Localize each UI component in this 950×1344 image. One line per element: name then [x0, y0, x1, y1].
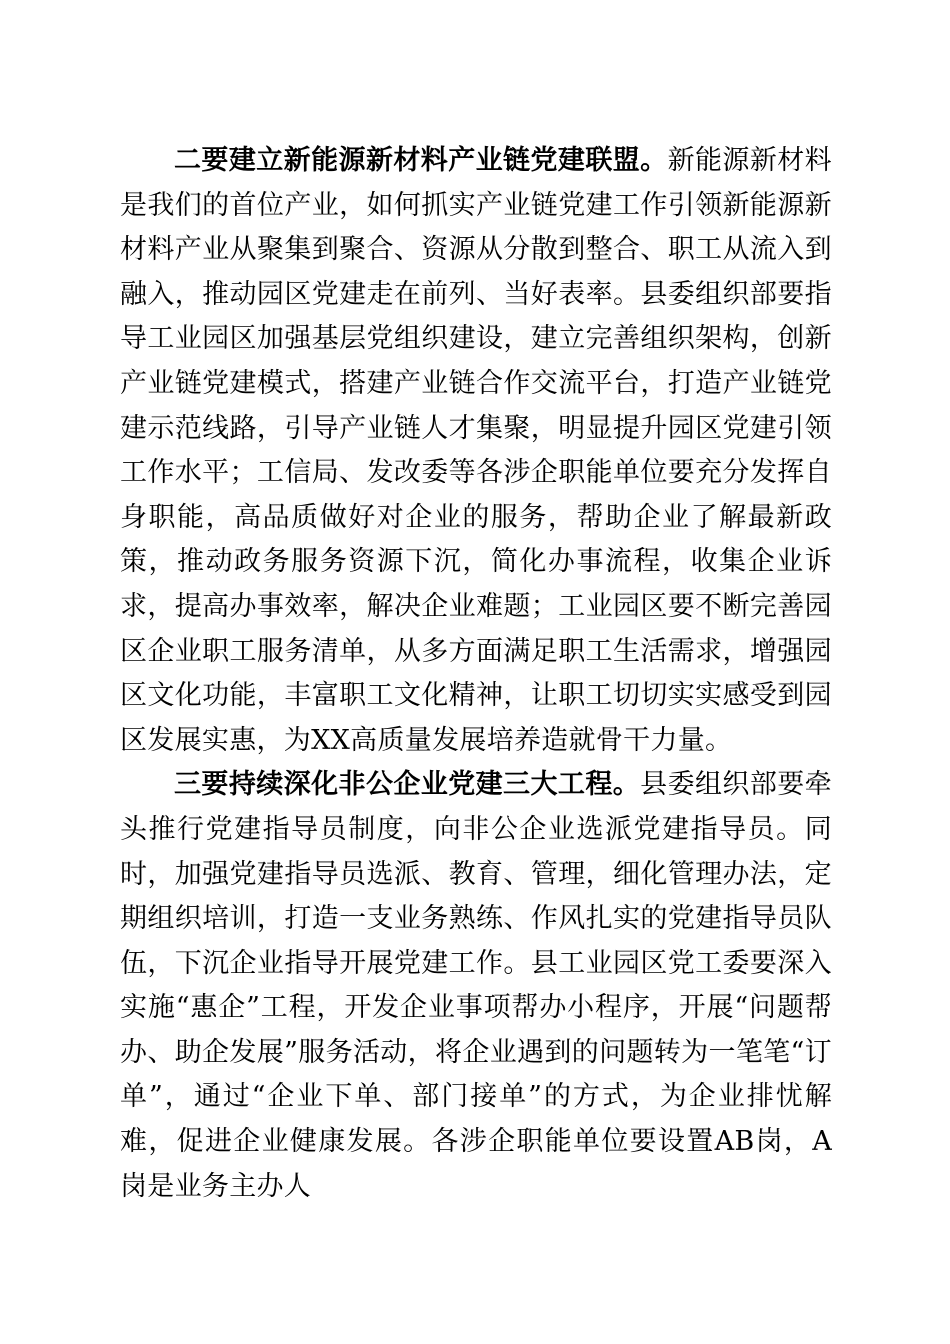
paragraph-heading: 二要建立新能源新材料产业链党建联盟。: [174, 145, 668, 176]
document-page: [120, 139, 832, 1209]
paragraph-non-public-enterprise: [120, 763, 832, 1209]
paragraph-heading: 三要持续深化非公企业党建三大工程。: [174, 769, 641, 801]
paragraph-industry-chain-alliance: [120, 139, 832, 763]
paragraph-body: 县委组织部要牵头推行党建指导员制度，向非公企业选派党建指导员。同时，加强党建指导员选派、教育、管理，细化管理办法，定期组织培训，打造一支业务熟练、作风扎实的党建指导员队伍，下沉企业指导开展党建工作。县工业园区党工委要深入实施“惠企”工程，开发企业事项帮办小程序，开展“问题帮办、助企发展”服务活动，将企业遇到的问题转为一笔笔“订单”，通过“企业下单、部门接单”的方式，为企业排忧解难，促进企业健康发展。各涉企职能单位要设置AB岗，A岗是业务主办人: [120, 769, 832, 1202]
paragraph-body: 新能源新材料是我们的首位产业，如何抓实产业链党建工作引领新能源新材料产业从聚集到聚合、资源从分散到整合、职工从流入到融入，推动园区党建走在前列、当好表率。县委组织部要指导工业园区加强基层党组织建设，建立完善组织架构，创新产业链党建模式，搭建产业链合作交流平台，打造产业链党建示范线路，引导产业链人才集聚，明显提升园区党建引领工作水平；工信局、发改委等各涉企职能单位要充分发挥自身职能，高品质做好对企业的服务，帮助企业了解最新政策，推动政务服务资源下沉，简化办事流程，收集企业诉求，提高办事效率，解决企业难题；工业园区要不断完善园区企业职工服务清单，从多方面满足职工生活需求，增强园区文化功能，丰富职工文化精神，让职工切切实实感受到园区发展实惠，为XX高质量发展培养造就骨干力量。: [120, 145, 832, 756]
